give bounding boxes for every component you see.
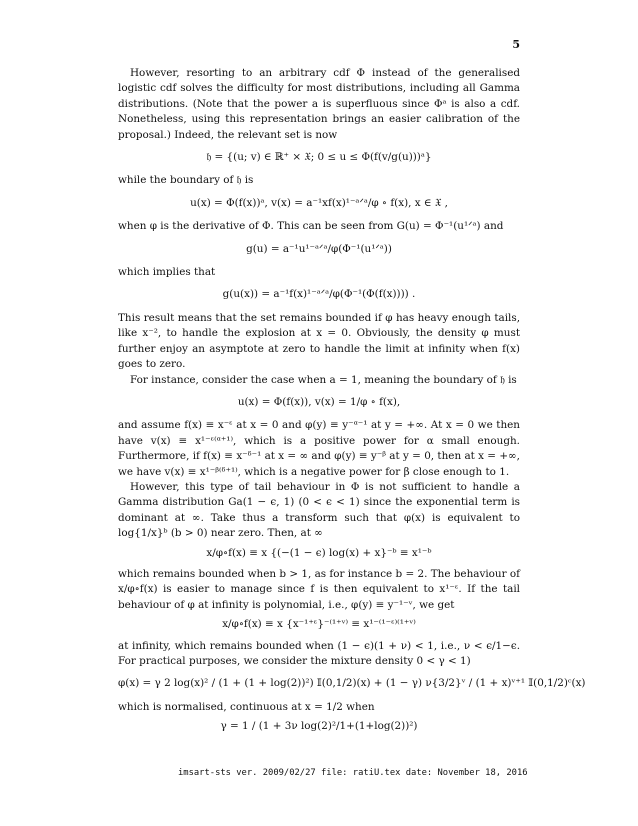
paragraph: while the boundary of 𝔥 is <box>118 174 254 187</box>
paragraph: For instance, consider the case when a = 1, meaning the boundary of 𝔥 is <box>130 373 517 386</box>
paragraph: and assume f(x) ≡ x⁻ᵋ at x = 0 and φ(y) ≡ y⁻ᵅ⁻¹ at y = +∞. At x = 0 we then have v(x) ≡ x¹⁻ᵋ⁽ᵅ⁺¹⁾, which is a positive power for α small enough. Furthermore, if f(x) ≡ x⁻ᵟ⁻¹ at x = ∞ and φ(y) ≡ y⁻ᵝ at y = 0, then at x = +∞, we have v(x) ≡ x¹⁻ᵝ⁽ᵟ⁺¹⁾, which is a negative power for β close enough to 1. <box>118 419 520 478</box>
equation-mixture-density: φ(x) = γ 2 log(x)² / (1 + (1 + log(2))²) 𝕀(0,1/2)(x) + (1 − γ) ν{3/2}ᵛ / (1 + x)ᵛ⁺¹ 𝕀(0,1/2)ᶜ(x) <box>118 677 586 690</box>
equation-set-h: 𝔥 = {(u; v) ∈ ℝ⁺ × 𝔛; 0 ≤ u ≤ Φ(f(v/g(u)))ᵃ} <box>206 151 432 164</box>
equation-boundary: u(x) = Φ(f(x))ᵃ, v(x) = a⁻¹xf(x)¹⁻ᵃᐟᵃ/φ ∘ f(x), x ∈ 𝔛 , <box>190 196 448 209</box>
paragraph: which implies that <box>118 266 216 279</box>
paragraph: This result means that the set remains bounded if φ has heavy enough tails, like x⁻², to handle the explosion at x = 0. Obviously, the density φ must further enjoy an asymptote at zero to handle the limit at infinity when f(x) goes to zero. <box>118 311 520 371</box>
paragraph: which is normalised, continuous at x = 1/2 when <box>118 700 375 713</box>
page-body <box>118 66 586 741</box>
equation-a-equals-1: u(x) = Φ(f(x)), v(x) = 1/φ ∘ f(x), <box>237 395 401 408</box>
equation-g-u: g(u) = a⁻¹u¹⁻ᵃᐟᵃ/φ(Φ⁻¹(u¹ᐟᵃ)) <box>246 242 392 255</box>
paragraph: when φ is the derivative of Φ. This can be seen from G(u) = Φ⁻¹(u¹ᐟᵃ) and <box>118 220 504 233</box>
footer: imsart-sts ver. 2009/02/27 file: ratiU.tex date: November 18, 2016 <box>178 768 528 778</box>
paragraph: which remains bounded when b > 1, as for instance b = 2. The behaviour of x/φ∘f(x) is easier to manage since f is then equivalent to x¹⁻ᵋ. If the tail behaviour of φ at infinity is polynomial, i.e., φ(y) ≡ y⁻¹⁻ᵛ, we get <box>118 567 520 611</box>
paragraph: However, resorting to an arbitrary cdf Φ instead of the generalised logistic cdf solves the difficulty for most distributions, including all Gamma distributions. (Note that the power a is superfluous since Φᵃ is also a cdf. Nonetheless, using this representation brings an easier calibration of the proposal.) Indeed, the relevant set is now <box>118 67 520 141</box>
equation-gamma-tail: x/φ∘f(x) ≡ x {(−(1 − ϵ) log(x) + x}⁻ᵇ ≡ x¹⁻ᵇ <box>206 546 432 559</box>
equation-gamma-normalisation: γ = 1 / (1 + 3ν log(2)²/1+(1+log(2))²) <box>220 720 418 733</box>
paragraph: However, this type of tail behaviour in Φ is not sufficient to handle a Gamma distribution Ga(1 − ϵ, 1) (0 < ϵ < 1) since the exponential term is dominant at ∞. Take thus a transform such that φ(x) is equivalent to log{1/x}ᵇ (b > 0) near zero. Then, at ∞ <box>118 480 520 540</box>
equation-polynomial-tail: x/φ∘f(x) ≡ x {x⁻¹⁺ᵋ}⁻⁽¹⁺ᵛ⁾ ≡ x¹⁻⁽¹⁻ᵋ⁾⁽¹⁺ᵛ⁾ <box>222 618 416 631</box>
equation-g-u-x: g(u(x)) = a⁻¹f(x)¹⁻ᵃᐟᵃ/φ(Φ⁻¹(Φ(f(x)))) . <box>222 288 416 301</box>
page-number: 5 <box>512 38 520 51</box>
paragraph: at infinity, which remains bounded when (1 − ϵ)(1 + ν) < 1, i.e., ν < ϵ/1−ϵ. For practical purposes, we consider the mixture density 0 < γ < 1) <box>118 639 520 667</box>
